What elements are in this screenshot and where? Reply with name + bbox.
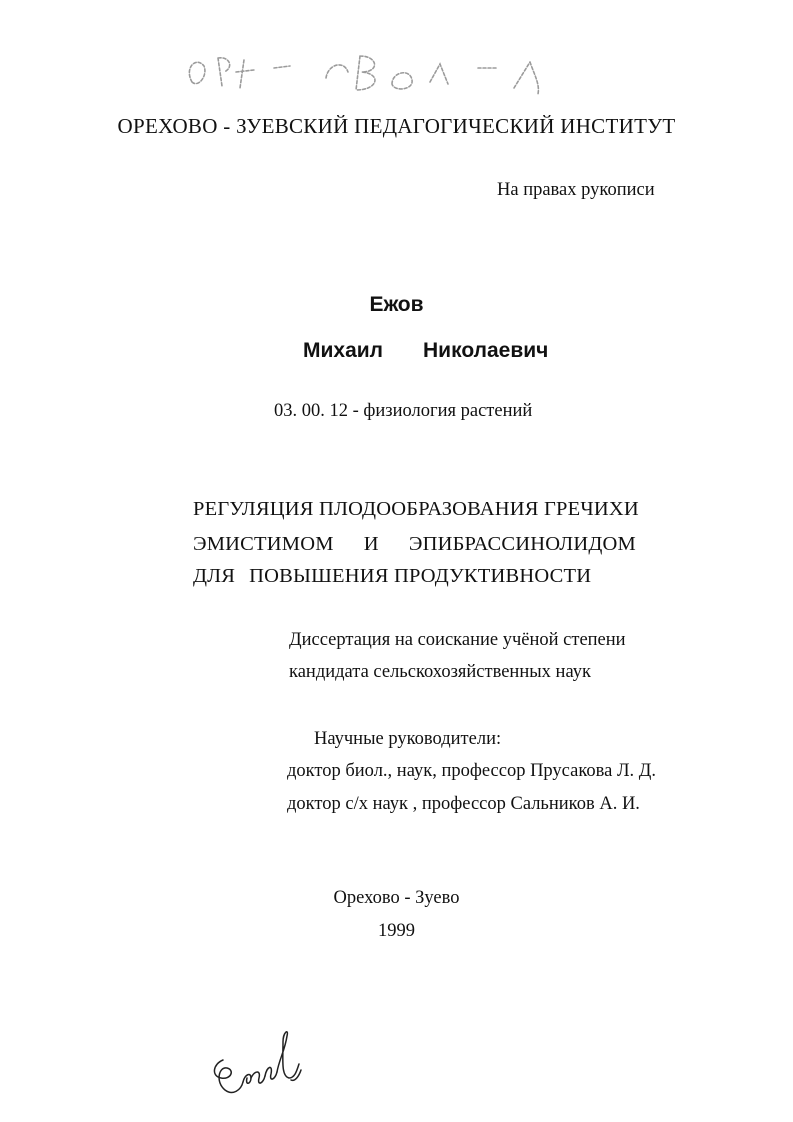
title-line-1: РЕГУЛЯЦИЯ ПЛОДООБРАЗОВАНИЯ ГРЕЧИХИ bbox=[193, 498, 639, 520]
title-word: ЭПИБРАССИНОЛИДОМ bbox=[408, 533, 636, 555]
dissertation-degree-line-2: кандидата сельскохозяйственных наук bbox=[289, 662, 591, 682]
author-patronymic: Николаевич bbox=[423, 339, 549, 362]
year: 1999 bbox=[378, 921, 415, 941]
city: Орехово - Зуево bbox=[333, 888, 460, 908]
manuscript-rights-note: На правах рукописи bbox=[497, 180, 655, 200]
signature-icon bbox=[205, 1020, 315, 1100]
institute-name: ОРЕХОВО - ЗУЕВСКИЙ ПЕДАГОГИЧЕСКИЙ ИНСТИТУТ bbox=[117, 114, 676, 138]
title-word: ЭМИСТИМОМ bbox=[193, 533, 334, 555]
speciality-code: 03. 00. 12 - физиология растений bbox=[274, 401, 533, 421]
title-word: ДЛЯ bbox=[193, 565, 236, 587]
author-surname: Ежов bbox=[369, 293, 424, 316]
title-line-3 bbox=[193, 565, 636, 588]
title-line-2 bbox=[193, 533, 636, 556]
supervisor-second: доктор с/х наук , профессор Сальников А. И. bbox=[287, 794, 640, 814]
title-word: И bbox=[363, 533, 379, 555]
dissertation-degree-line-1: Диссертация на соискание учёной степени bbox=[289, 630, 626, 650]
supervisor-first: доктор биол., наук, профессор Прусакова Л. Д. bbox=[287, 761, 656, 781]
author-first-name: Михаил bbox=[303, 339, 384, 362]
title-phrase: ПОВЫШЕНИЯ ПРОДУКТИВНОСТИ bbox=[249, 565, 592, 587]
supervisors-heading: Научные руководители: bbox=[314, 729, 502, 749]
library-stamp-icon bbox=[178, 38, 568, 108]
author-given-names bbox=[303, 339, 548, 363]
